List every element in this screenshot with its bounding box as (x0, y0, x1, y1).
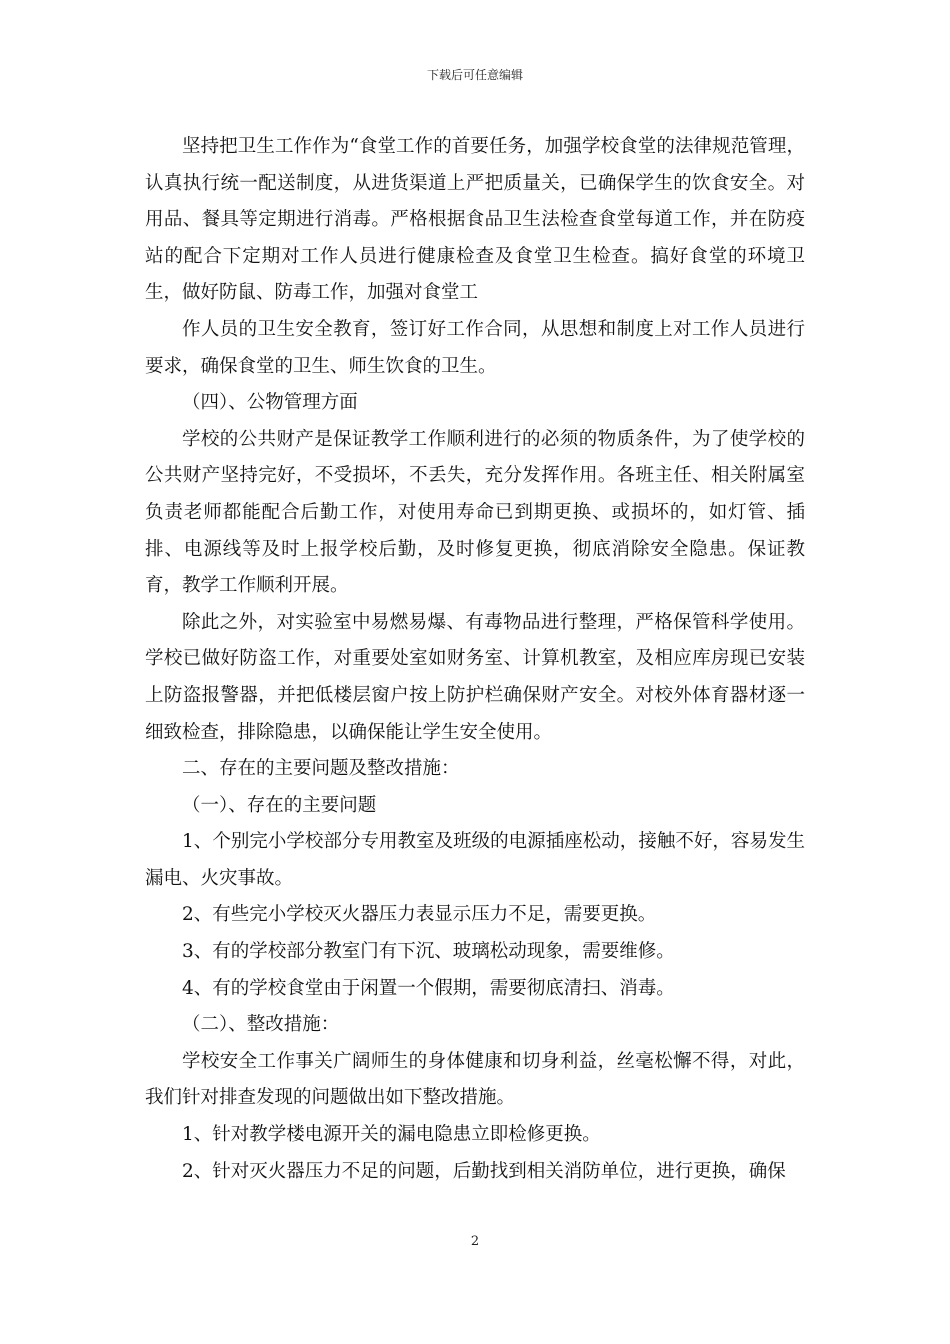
section-heading: （四）、公物管理方面 (182, 392, 358, 414)
page-header: 下载后可任意编辑 (426, 68, 523, 82)
list-item: 4、有的学校食堂由于闲置一个假期，需要彻底清扫、消毒。 (182, 977, 675, 999)
section-heading: （一）、存在的主要问题 (182, 794, 377, 816)
list-item: 2、针对灭火器压力不足的问题，后勤找到相关消防单位，进行更换，确保 (182, 1160, 786, 1182)
paragraph: 除此之外，对实验室中易燃易爆、有毒物品进行整理，严格保管科学使用。学校已做好防盗工作，对重要处室如财务室、计算机教室，及相应库房现已安装上防盗报警器，并把低楼层窗户按上防护栏确保财产安全。对校外体育器材逐一细致检查，排除隐患，以确保能让学生安全使用。 (145, 611, 805, 743)
paragraph: 学校安全工作事关广阔师生的身体健康和切身利益，丝毫松懈不得，对此，我们针对排查发现的问题做出如下整改措施。 (145, 1050, 805, 1109)
list-item: 1、针对教学楼电源开关的漏电隐患立即检修更换。 (182, 1124, 601, 1146)
paragraph: 坚持把卫生工作作为“食堂工作的首要任务，加强学校食堂的法律规范管理，认真执行统一配送制度，从进货渠道上严把质量关，已确保学生的饮食安全。对用品、餐具等定期进行消毒。严格根据食品卫生法检查食堂每道工作，并在防疫站的配合下定期对工作人员进行健康检查及食堂卫生检查。搞好食堂的环境卫生，做好防鼠、防毒工作，加强对食堂工 (145, 136, 805, 304)
document-body (145, 129, 805, 1190)
section-heading: （二）、整改措施： (182, 1014, 340, 1036)
paragraph: 作人员的卫生安全教育，签订好工作合同，从思想和制度上对工作人员进行要求，确保食堂的卫生、师生饮食的卫生。 (145, 318, 805, 377)
list-item: 1、个别完小学校部分专用教室及班级的电源插座松动，接触不好，容易发生漏电、火灾事故。 (145, 831, 805, 889)
page-number: 2 (470, 1234, 480, 1249)
paragraph: 学校的公共财产是保证教学工作顺利进行的必须的物质条件，为了使学校的公共财产坚持完好，不受损坏，不丢失，充分发挥作用。各班主任、相关附属室负责老师都能配合后勤工作，对使用寿命已到期更换、或损坏的，如灯管、插排、电源线等及时上报学校后勤，及时修复更换，彻底消除安全隐患。保证教育，教学工作顺利开展。 (145, 428, 805, 597)
section-heading: 二、存在的主要问题及整改措施： (182, 758, 460, 780)
list-item: 2、有些完小学校灭火器压力表显示压力不足，需要更换。 (182, 904, 657, 926)
list-item: 3、有的学校部分教室门有下沉、玻璃松动现象，需要维修。 (182, 941, 675, 963)
